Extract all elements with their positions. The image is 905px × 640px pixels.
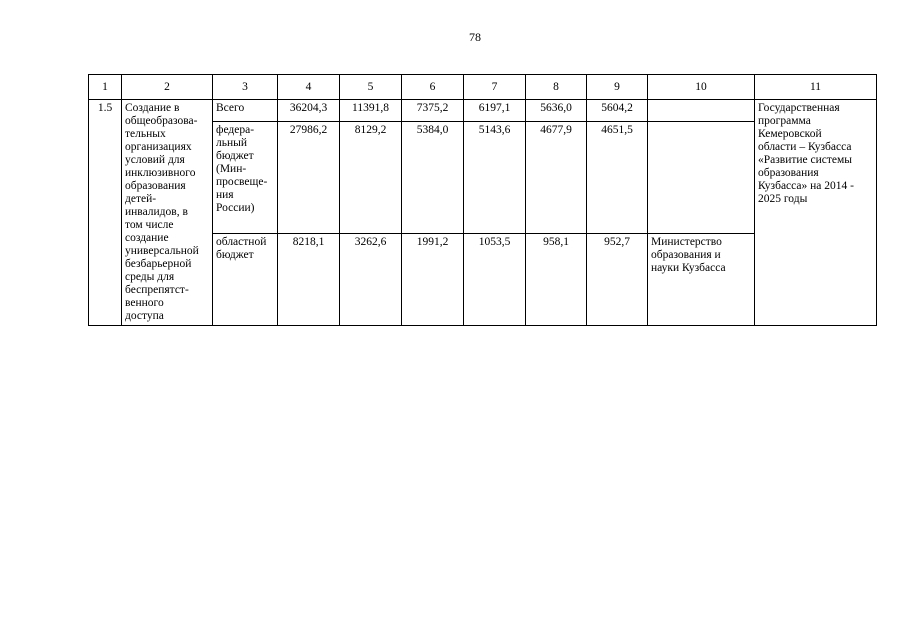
value-cell: 4677,9: [526, 122, 587, 234]
header-cell: 3: [213, 75, 278, 100]
value-cell: 36204,3: [278, 100, 340, 122]
measure-name-line: среды для: [125, 271, 175, 283]
funding-source-line: льный: [216, 137, 248, 149]
funding-source: Всего: [213, 100, 278, 122]
funding-source-line: ния: [216, 189, 234, 201]
value-cell: 11391,8: [340, 100, 402, 122]
program-line: области – Кузбасса: [758, 141, 852, 153]
header-cell: 6: [402, 75, 464, 100]
measure-name: [122, 100, 213, 326]
executor-cell: [648, 100, 755, 122]
value-cell: 7375,2: [402, 100, 464, 122]
value-cell: 5143,6: [464, 122, 526, 234]
header-cell: 7: [464, 75, 526, 100]
header-cell: 11: [755, 75, 877, 100]
measure-name-line: тельных: [125, 128, 166, 140]
executor-cell: [648, 234, 755, 326]
value-cell: 5384,0: [402, 122, 464, 234]
value-cell: 5604,2: [587, 100, 648, 122]
header-row: [89, 75, 877, 100]
measure-name-line: общеобразова-: [125, 115, 198, 127]
header-cell: 5: [340, 75, 402, 100]
header-cell: 9: [587, 75, 648, 100]
funding-source-line: федера-: [216, 124, 255, 136]
value-cell: 8218,1: [278, 234, 340, 326]
program-line: Государственная: [758, 102, 840, 114]
program-line: 2025 годы: [758, 193, 808, 205]
measure-name-line: безбарьерной: [125, 258, 192, 270]
funding-source: [213, 122, 278, 234]
measure-name-line: том числе: [125, 219, 174, 231]
executor-line: науки Кузбасса: [651, 262, 726, 274]
budget-table: [88, 74, 877, 326]
page-number: 78: [469, 30, 481, 44]
value-cell: 5636,0: [526, 100, 587, 122]
row-number: 1.5: [89, 100, 122, 326]
funding-source-line: бюджет: [216, 249, 254, 261]
value-cell: 4651,5: [587, 122, 648, 234]
measure-name-line: детей-: [125, 193, 157, 205]
measure-name-line: универсальной: [125, 245, 199, 257]
header-cell: 8: [526, 75, 587, 100]
program-cell: [755, 100, 877, 326]
program-line: образования: [758, 167, 819, 179]
header-cell: 4: [278, 75, 340, 100]
value-cell: 1991,2: [402, 234, 464, 326]
funding-source-line: просвеще-: [216, 176, 268, 188]
measure-name-line: Создание в: [125, 102, 180, 114]
program-line: Кемеровской: [758, 128, 822, 140]
funding-source-line: (Мин-: [216, 163, 247, 175]
measure-name-line: венного: [125, 297, 164, 309]
measure-name-line: беспрепятст-: [125, 284, 189, 296]
table-row-total: [89, 100, 877, 122]
measure-name-line: организациях: [125, 141, 192, 153]
funding-source: [213, 234, 278, 326]
value-cell: 27986,2: [278, 122, 340, 234]
value-cell: 3262,6: [340, 234, 402, 326]
funding-source-line: России): [216, 202, 255, 214]
funding-source-line: областной: [216, 236, 267, 248]
program-line: Кузбасса» на 2014 -: [758, 180, 854, 192]
value-cell: 958,1: [526, 234, 587, 326]
value-cell: 8129,2: [340, 122, 402, 234]
value-cell: 1053,5: [464, 234, 526, 326]
measure-name-line: инвалидов, в: [125, 206, 188, 218]
value-cell: 6197,1: [464, 100, 526, 122]
executor-cell: [648, 122, 755, 234]
funding-source-line: бюджет: [216, 150, 254, 162]
executor-line: образования и: [651, 249, 721, 261]
measure-name-line: создание: [125, 232, 169, 244]
header-cell: 2: [122, 75, 213, 100]
measure-name-line: инклюзивного: [125, 167, 196, 179]
measure-name-line: доступа: [125, 310, 164, 322]
measure-name-line: условий для: [125, 154, 185, 166]
executor-line: Министерство: [651, 236, 722, 248]
program-line: «Развитие системы: [758, 154, 853, 166]
program-line: программа: [758, 115, 811, 127]
value-cell: 952,7: [587, 234, 648, 326]
measure-name-line: образования: [125, 180, 186, 192]
header-cell: 1: [89, 75, 122, 100]
header-cell: 10: [648, 75, 755, 100]
